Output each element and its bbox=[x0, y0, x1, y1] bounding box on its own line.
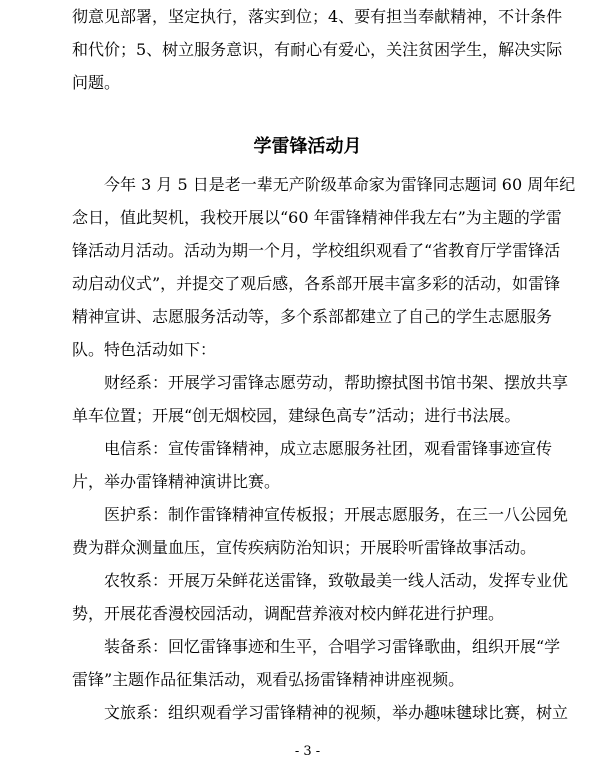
text-line: 问题。 bbox=[72, 73, 121, 92]
text-line: 装备系：回忆雷锋事迹和生平，合唱学习雷锋歌曲，组织开展“学 bbox=[72, 637, 561, 656]
department-paragraph-equipment bbox=[72, 630, 561, 696]
department-paragraph-finance bbox=[72, 366, 569, 432]
text-line: 念日，值此契机，我校开展以“60 年雷锋精神伴我左右”为主题的学雷 bbox=[72, 208, 562, 227]
text-line: 片，举办雷锋精神演讲比赛。 bbox=[72, 472, 281, 491]
text-line: 费为群众测量血压，宣传疾病防治知识；开展聆听雷锋故事活动。 bbox=[72, 538, 537, 557]
text-line: 和代价；5、树立服务意识，有耐心有爱心，关注贫困学生，解决实际 bbox=[72, 40, 563, 59]
department-paragraph-nursing bbox=[72, 498, 569, 564]
text-line: 农牧系：开展万朵鲜花送雷锋，致敬最美一线人活动，发挥专业优 bbox=[72, 571, 569, 590]
text-line: 电信系：宣传雷锋精神，成立志愿服务社团，观看雷锋事迹宣传 bbox=[72, 439, 553, 458]
text-line: 文旅系：组织观看学习雷锋精神的视频，举办趣味毽球比赛，树立 bbox=[72, 703, 569, 722]
text-line: 精神宣讲、志愿服务活动等，多个系部都建立了自己的学生志愿服务 bbox=[72, 307, 553, 326]
text-line: 势，开展花香漫校园活动，调配营养液对校内鲜花进行护理。 bbox=[72, 604, 505, 623]
text-line: 财经系：开展学习雷锋志愿劳动，帮助擦拭图书馆书架、摆放共享 bbox=[72, 373, 569, 392]
text-line: 雷锋”主题作品征集活动，观看弘扬雷锋精神讲座视频。 bbox=[72, 670, 465, 689]
intro-paragraph bbox=[72, 168, 576, 366]
text-line: 彻意见部署，坚定执行，落实到位；4、要有担当奉献精神，不计条件 bbox=[72, 7, 563, 26]
text-line: 队。特色活动如下： bbox=[72, 340, 217, 359]
department-paragraph-telecom bbox=[72, 432, 553, 498]
page-number: - 3 - bbox=[294, 744, 321, 759]
department-paragraph-culture-tourism bbox=[72, 696, 569, 729]
department-paragraph-agriculture bbox=[72, 564, 569, 630]
text-line: 锋活动月活动。活动为期一个月，学校组织观看了“省教育厅学雷锋活 bbox=[72, 241, 561, 260]
section-title: 学雷锋活动月 bbox=[253, 136, 362, 157]
text-line: 单车位置；开展“创无烟校园，建绿色高专”活动；进行书法展。 bbox=[72, 406, 521, 425]
text-line: 医护系：制作雷锋精神宣传板报；开展志愿服务，在三一八公园免 bbox=[72, 505, 569, 524]
text-line: 今年 3 月 5 日是老一辈无产阶级革命家为雷锋同志题词 60 周年纪 bbox=[72, 175, 576, 194]
text-line: 动启动仪式”，并提交了观后感，各系部开展丰富多彩的活动，如雷锋 bbox=[72, 274, 561, 293]
continuation-paragraph bbox=[72, 0, 563, 99]
